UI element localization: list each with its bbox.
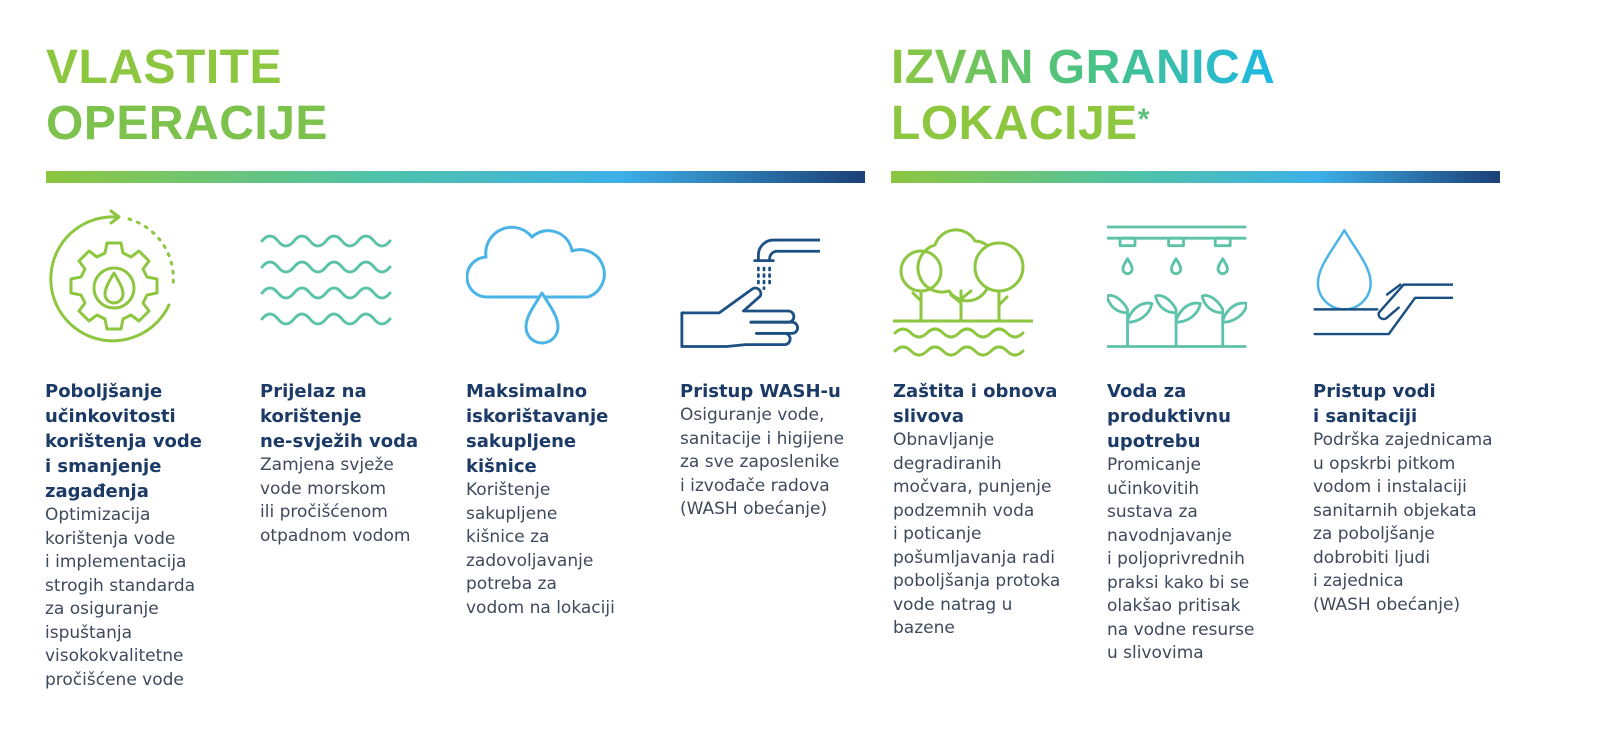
item-description: Obnavljanje degradiranih močvara, punjenje podzemnih voda i poticanje pošumljavanja radi poboljšanja protoka vode natrag u bazene xyxy=(893,430,1061,638)
item-title: Poboljšanje učinkovitosti korištenja vode i smanjenje zagađenja xyxy=(45,381,203,502)
item-description: Osiguranje vode, sanitacije i higijene za sve zaposlenike i izvođače radova (WASH obećanje) xyxy=(680,405,845,519)
item-title: Prijelaz na korištenje ne-svježih voda xyxy=(260,381,419,452)
section-title-line1: VLASTITE xyxy=(46,41,283,94)
hand-washing-icon xyxy=(680,205,820,361)
section-title-line1: IZVAN GRANICA xyxy=(891,41,1276,94)
item-water-efficiency xyxy=(45,205,245,692)
section-title-line2: LOKACIJE xyxy=(891,97,1138,150)
item-title: Maksimalno iskorištavanje sakupljene kišnice xyxy=(466,381,609,477)
item-title: Zaštita i obnova slivova xyxy=(893,381,1058,427)
item-description: Podrška zajednicama u opskrbi pitkom vodom i instalaciji sanitarnih objekata za poboljšanje dobrobiti ljudi i zajednica (WASH obećanje) xyxy=(1313,430,1493,615)
gear-water-drop-icon xyxy=(45,205,185,361)
waves-icon xyxy=(260,205,400,361)
section-title-line2: OPERACIJE xyxy=(46,97,328,150)
item-description: Optimizacija korištenja vode i implementacija strogih standarda za osiguranje ispuštanja visokokvalitetne pročišćene vode xyxy=(45,505,196,690)
item-rainwater xyxy=(466,205,666,620)
rain-cloud-icon xyxy=(466,205,606,361)
item-watershed-protection xyxy=(893,205,1093,641)
trees-water-icon xyxy=(893,205,1033,361)
footnote-asterisk: * xyxy=(1137,103,1150,136)
item-title: Pristup WASH-u xyxy=(680,381,841,402)
item-water-sanitation-access xyxy=(1313,205,1533,617)
divider-bar-left xyxy=(46,171,865,183)
item-description: Zamjena svježe vode morskom ili pročišćenom otpadnom vodom xyxy=(260,455,411,546)
item-description: Promicanje učinkovitih sustava za navodnjavanje i poljoprivrednih praksi kako bi se olakšao pritisak na vodne resurse u slivovima xyxy=(1107,455,1255,663)
irrigation-plants-icon xyxy=(1107,205,1247,361)
hand-water-drop-icon xyxy=(1313,205,1453,361)
item-wash-access xyxy=(680,205,890,522)
item-non-fresh-water xyxy=(260,205,460,548)
section-title-own-operations xyxy=(46,40,328,152)
item-title: Pristup vodi i sanitaciji xyxy=(1313,381,1436,427)
divider-bar-right xyxy=(891,171,1500,183)
item-title: Voda za produktivnu upotrebu xyxy=(1107,381,1231,452)
section-title-beyond-site xyxy=(891,40,1275,152)
item-description: Korištenje sakupljene kišnice za zadovoljavanje potreba za vodom na lokaciji xyxy=(466,480,615,618)
item-productive-use xyxy=(1107,205,1307,666)
